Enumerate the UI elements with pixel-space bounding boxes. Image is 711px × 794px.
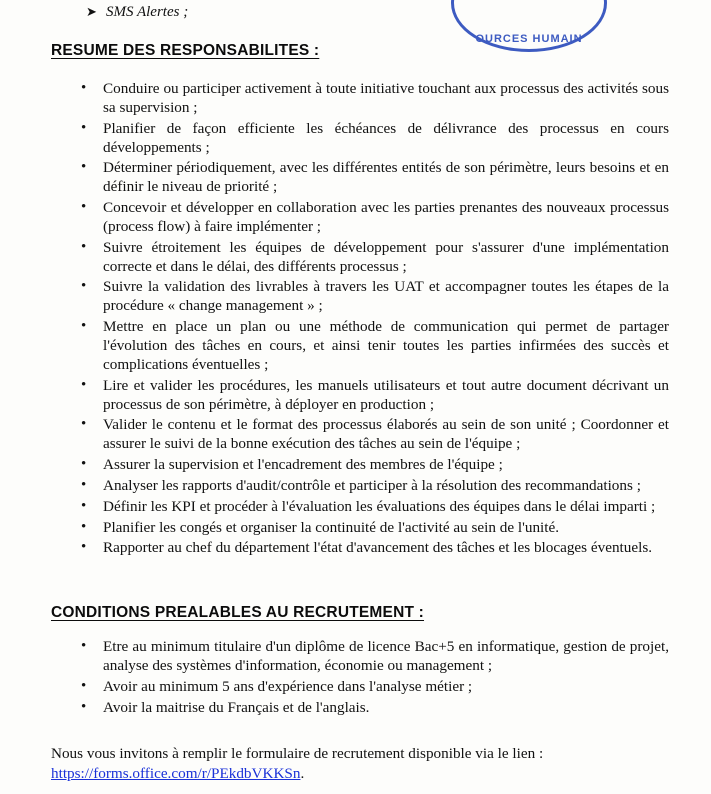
list-item: • Déterminer périodiquement, avec les différentes entités de son périmètre, leurs besoins et en définir le niveau de priorité ; — [75, 159, 669, 197]
arrow-bullet-icon: ➤ — [86, 4, 97, 19]
list-item: • Mettre en place un plan ou une méthode de communication qui permet de partager l'évolution des tâches en cours, et ainsi tenir toutes les parties infirmées des succès et complications éventuelles ; — [75, 318, 669, 375]
list-item: • Planifier de façon efficiente les échéances de délivrance des processus en cours développements ; — [75, 120, 669, 158]
previous-list-item-text: SMS Alertes ; — [106, 4, 189, 20]
list-item: • Assurer la supervision et l'encadrement des membres de l'équipe ; — [75, 456, 669, 475]
list-item: • Analyser les rapports d'audit/contrôle et participer à la résolution des recommandations ; — [75, 477, 669, 496]
list-item: • Etre au minimum titulaire d'un diplôme de licence Bac+5 en informatique, gestion de projet, analyse des systèmes d'information, économie ou management ; — [75, 638, 669, 676]
list-item: • Lire et valider les procédures, les manuels utilisateurs et tout autre document décrivant un processus de son périmètre, à déployer en production ; — [75, 377, 669, 415]
closing-text: Nous vous invitons à remplir le formulaire de recrutement disponible via le lien : — [51, 745, 544, 762]
list-item: • Rapporter au chef du département l'état d'avancement des tâches et les blocages éventuels. — [75, 539, 669, 558]
responsabilites-list — [75, 80, 669, 560]
list-item: • Suivre la validation des livrables à travers les UAT et accompagner toutes les étapes de la procédure « change management » ; — [75, 278, 669, 316]
list-item: • Planifier les congés et organiser la continuité de l'activité au sein de l'unité. — [75, 519, 669, 538]
closing-paragraph — [51, 744, 671, 784]
list-item: • Valider le contenu et le format des processus élaborés au sein de son unité ; Coordonner et assurer le suivi de la bonne exécution des tâches au sein de l'équipe ; — [75, 416, 669, 454]
list-item: • Avoir la maitrise du Français et de l'anglais. — [75, 699, 669, 718]
previous-list-item — [86, 4, 188, 21]
list-item: • Concevoir et développer en collaboration avec les parties prenantes des nouveaux processus (process flow) à faire implémenter ; — [75, 199, 669, 237]
closing-suffix: . — [300, 764, 305, 782]
stamp-text: OURCES HUMAIN — [475, 33, 583, 45]
official-stamp — [451, 0, 607, 52]
section-heading-responsabilites: RESUME DES RESPONSABILITES : — [51, 42, 320, 59]
list-item: • Suivre étroitement les équipes de développement pour s'assurer d'une implémentation correcte et dans le délai, des différents processus ; — [75, 239, 669, 277]
application-form-link[interactable]: https://forms.office.com/r/PEkdbVKKSn — [51, 764, 301, 782]
list-item: • Conduire ou participer activement à toute initiative touchant aux processus des activités sous sa supervision ; — [75, 80, 669, 118]
list-item: • Avoir au minimum 5 ans d'expérience dans l'analyse métier ; — [75, 678, 669, 697]
list-item: • Définir les KPI et procéder à l'évaluation les évaluations des équipes dans le délai imparti ; — [75, 498, 669, 517]
section-heading-conditions: CONDITIONS PREALABLES AU RECRUTEMENT : — [51, 604, 425, 621]
conditions-list — [75, 638, 669, 719]
